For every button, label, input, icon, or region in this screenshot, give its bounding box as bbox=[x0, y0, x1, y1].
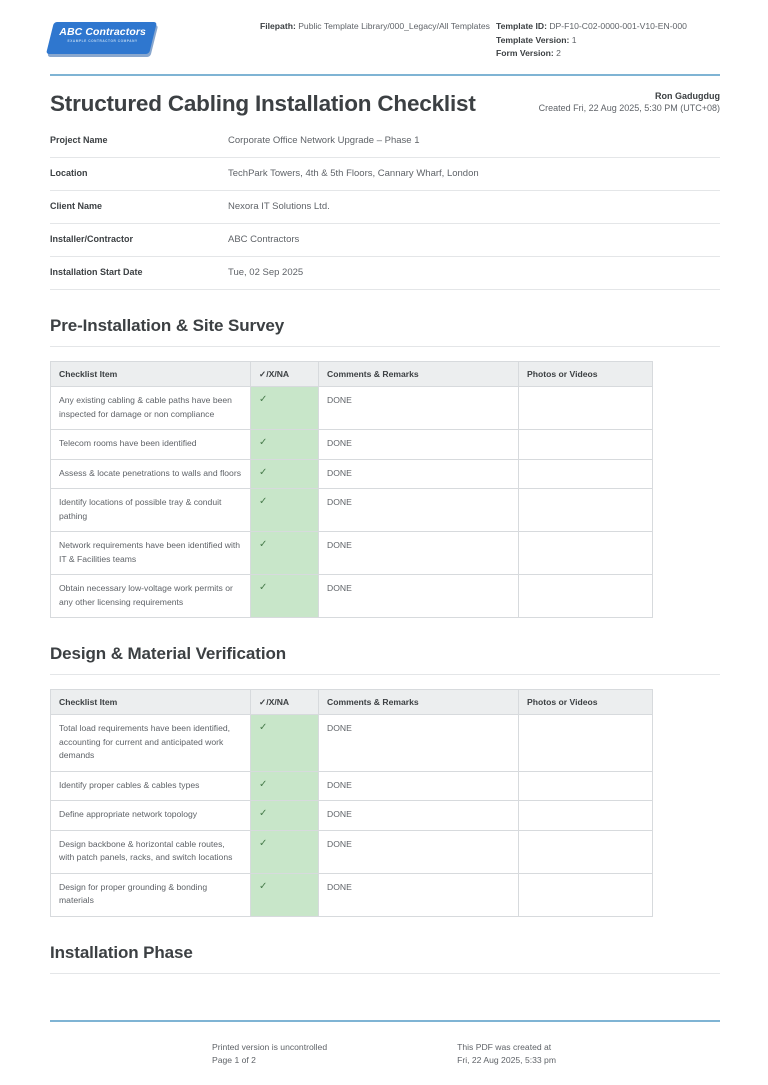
column-header-comments: Comments & Remarks bbox=[319, 690, 519, 715]
logo-shape bbox=[46, 22, 157, 54]
filepath-line bbox=[260, 20, 490, 34]
table-row bbox=[51, 771, 653, 801]
section-divider bbox=[50, 674, 720, 675]
creator-name: Ron Gadugdug bbox=[655, 91, 720, 101]
table-row bbox=[51, 387, 653, 430]
checklist-table bbox=[50, 361, 653, 618]
checkmark-icon[interactable]: ✓ bbox=[251, 873, 319, 916]
checklist-item-text: Total load requirements have been identified, accounting for current and anticipated work demands bbox=[51, 715, 251, 772]
media-cell[interactable] bbox=[519, 459, 653, 489]
project-info-table bbox=[50, 125, 720, 290]
comments-cell[interactable]: DONE bbox=[319, 532, 519, 575]
media-cell[interactable] bbox=[519, 801, 653, 831]
filepath-label: Filepath: bbox=[260, 21, 296, 31]
footer-divider bbox=[50, 1020, 720, 1022]
template-version-label: Template Version: bbox=[496, 34, 570, 45]
info-row-value: Tue, 02 Sep 2025 bbox=[228, 257, 720, 290]
comments-cell[interactable]: DONE bbox=[319, 873, 519, 916]
table-row bbox=[51, 873, 653, 916]
checkmark-icon[interactable]: ✓ bbox=[251, 459, 319, 489]
form-version-label: Form Version: bbox=[496, 48, 554, 58]
table-row bbox=[51, 532, 653, 575]
media-cell[interactable] bbox=[519, 830, 653, 873]
section-heading: Design & Material Verification bbox=[50, 644, 287, 663]
info-row-label: Client Name bbox=[50, 191, 228, 224]
info-row-value: ABC Contractors bbox=[228, 224, 720, 257]
checklist-item-text: Assess & locate penetrations to walls and floors bbox=[51, 459, 251, 489]
creator-block bbox=[539, 90, 720, 117]
checkmark-icon[interactable]: ✓ bbox=[251, 575, 319, 618]
column-header-media: Photos or Videos bbox=[519, 690, 653, 715]
comments-cell[interactable]: DONE bbox=[319, 459, 519, 489]
info-row bbox=[50, 191, 720, 224]
checkmark-icon[interactable]: ✓ bbox=[251, 387, 319, 430]
media-cell[interactable] bbox=[519, 489, 653, 532]
section-heading: Installation Phase bbox=[50, 942, 193, 962]
checkmark-icon[interactable]: ✓ bbox=[251, 532, 319, 575]
info-row bbox=[50, 224, 720, 257]
column-header-comments: Comments & Remarks bbox=[319, 362, 519, 387]
table-row bbox=[51, 459, 653, 489]
checkmark-icon[interactable]: ✓ bbox=[251, 489, 319, 532]
media-cell[interactable] bbox=[519, 771, 653, 801]
form-version-value: 2 bbox=[556, 48, 561, 58]
filepath-block bbox=[260, 16, 490, 34]
checklist-item-text: Identify locations of possible tray & conduit pathing bbox=[51, 489, 251, 532]
footer-print-notice: Printed version is uncontrolled bbox=[211, 1042, 328, 1052]
media-cell[interactable] bbox=[519, 575, 653, 618]
checklist-item-text: Telecom rooms have been identified bbox=[51, 430, 251, 460]
comments-cell[interactable]: DONE bbox=[319, 771, 519, 801]
media-cell[interactable] bbox=[519, 715, 653, 772]
info-row bbox=[50, 257, 720, 290]
footer-left bbox=[212, 1041, 327, 1067]
comments-cell[interactable]: DONE bbox=[319, 387, 519, 430]
checkmark-icon[interactable]: ✓ bbox=[251, 801, 319, 831]
table-header-row bbox=[51, 362, 653, 387]
section-heading: Pre-Installation & Site Survey bbox=[50, 316, 285, 335]
checklist-table bbox=[50, 689, 653, 917]
table-row bbox=[51, 801, 653, 831]
checkmark-icon[interactable]: ✓ bbox=[251, 771, 319, 801]
table-header-row bbox=[51, 690, 653, 715]
comments-cell[interactable]: DONE bbox=[319, 575, 519, 618]
info-row-label: Location bbox=[50, 158, 228, 191]
checklist-item-text: Network requirements have been identified with IT & Facilities teams bbox=[51, 532, 251, 575]
checklist-item-text: Define appropriate network topology bbox=[51, 801, 251, 831]
logo-company-name: ABC Contractors bbox=[59, 26, 146, 38]
section-divider bbox=[50, 973, 720, 974]
media-cell[interactable] bbox=[519, 387, 653, 430]
info-row bbox=[50, 158, 720, 191]
comments-cell[interactable]: DONE bbox=[319, 830, 519, 873]
comments-cell[interactable]: DONE bbox=[319, 715, 519, 772]
footer-right bbox=[457, 1041, 556, 1067]
template-id-label: Template ID: bbox=[496, 21, 547, 31]
checklist-item-text: Design for proper grounding & bonding materials bbox=[51, 873, 251, 916]
info-row-value: Corporate Office Network Upgrade – Phase 1 bbox=[228, 125, 720, 158]
table-row bbox=[51, 830, 653, 873]
checklist-item-text: Design backbone & horizontal cable routes, with patch panels, racks, and switch locations bbox=[51, 830, 251, 873]
template-id-value: DP-F10-C02-0000-001-V10-EN-000 bbox=[549, 21, 687, 31]
document-footer bbox=[0, 1041, 768, 1067]
comments-cell[interactable]: DONE bbox=[319, 489, 519, 532]
column-header-media: Photos or Videos bbox=[519, 362, 653, 387]
footer-pdf-date: Fri, 22 Aug 2025, 5:33 pm bbox=[457, 1055, 557, 1065]
template-id-line bbox=[496, 20, 720, 34]
filepath-value: Public Template Library/000_Legacy/All Templates bbox=[298, 21, 490, 31]
table-row bbox=[51, 430, 653, 460]
checkmark-icon[interactable]: ✓ bbox=[251, 830, 319, 873]
logo-tagline: EXAMPLE CONTRACTOR COMPANY bbox=[67, 39, 138, 43]
form-version-line bbox=[496, 47, 720, 61]
info-row-label: Installation Start Date bbox=[50, 257, 228, 290]
section-divider bbox=[50, 346, 720, 347]
media-cell[interactable] bbox=[519, 873, 653, 916]
column-header-item: Checklist Item bbox=[51, 690, 251, 715]
company-logo bbox=[50, 16, 260, 54]
info-row-label: Installer/Contractor bbox=[50, 224, 228, 257]
table-row bbox=[51, 715, 653, 772]
creator-date: Created Fri, 22 Aug 2025, 5:30 PM (UTC+08) bbox=[538, 103, 720, 113]
checklist-item-text: Obtain necessary low-voltage work permits or any other licensing requirements bbox=[51, 575, 251, 618]
info-row-value: TechPark Towers, 4th & 5th Floors, Cannary Wharf, London bbox=[228, 158, 720, 191]
document-header bbox=[0, 0, 768, 64]
checklist-item-text: Identify proper cables & cables types bbox=[51, 771, 251, 801]
template-version-line bbox=[496, 34, 720, 48]
info-row-value: Nexora IT Solutions Ltd. bbox=[228, 191, 720, 224]
checklist-item-text: Any existing cabling & cable paths have been inspected for damage or non compliance bbox=[51, 387, 251, 430]
footer-page-number: Page 1 of 2 bbox=[211, 1055, 256, 1065]
comments-cell[interactable]: DONE bbox=[319, 801, 519, 831]
column-header-mark: ✓/X/NA bbox=[251, 362, 319, 387]
checkmark-icon[interactable]: ✓ bbox=[251, 430, 319, 460]
table-row bbox=[51, 575, 653, 618]
sections-root bbox=[0, 315, 768, 974]
table-row bbox=[51, 489, 653, 532]
column-header-mark: ✓/X/NA bbox=[251, 690, 319, 715]
checkmark-icon[interactable]: ✓ bbox=[251, 715, 319, 772]
info-row bbox=[50, 125, 720, 158]
title-row bbox=[0, 76, 768, 117]
template-version-value: 1 bbox=[571, 34, 577, 45]
comments-cell[interactable]: DONE bbox=[319, 430, 519, 460]
column-header-item: Checklist Item bbox=[51, 362, 251, 387]
footer-pdf-notice: This PDF was created at bbox=[457, 1042, 552, 1052]
page-title: Structured Cabling Installation Checklist bbox=[50, 91, 476, 116]
media-cell[interactable] bbox=[519, 532, 653, 575]
template-meta-block bbox=[490, 16, 720, 61]
media-cell[interactable] bbox=[519, 430, 653, 460]
info-row-label: Project Name bbox=[50, 125, 228, 158]
